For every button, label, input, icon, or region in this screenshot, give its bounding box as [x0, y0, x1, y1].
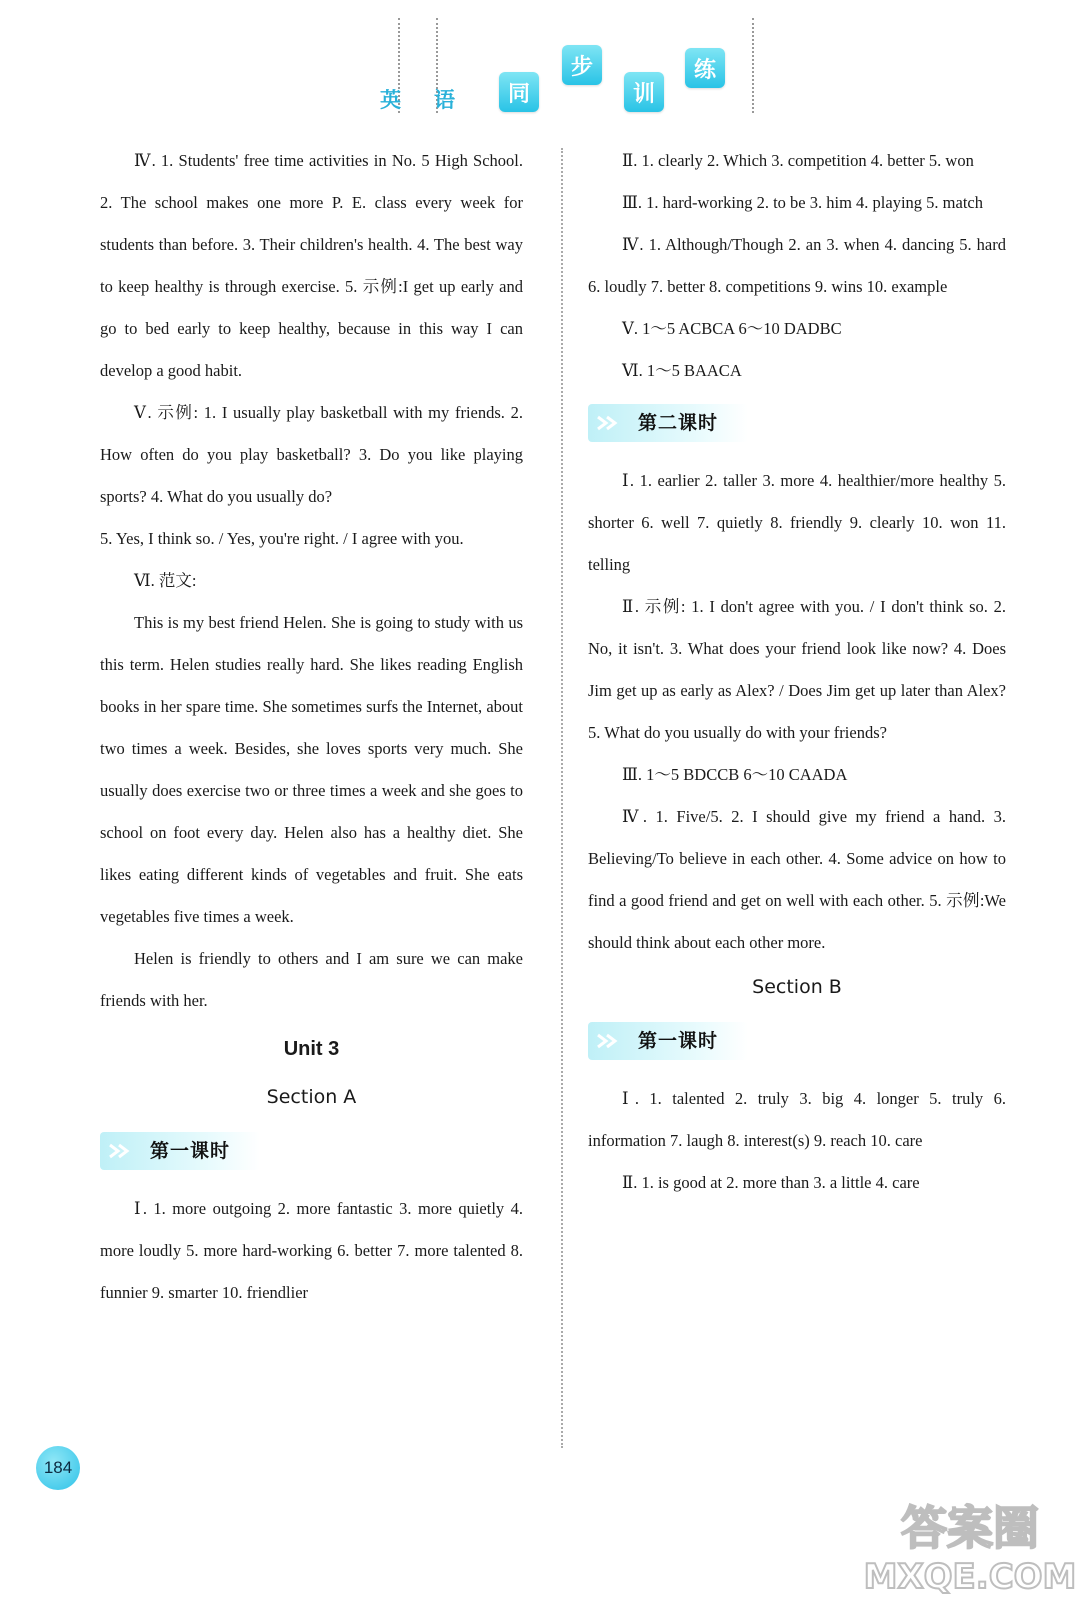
chevron-right-icon: [596, 413, 620, 433]
unit-title: Unit 3: [283, 1038, 340, 1060]
answer-paragraph: Ⅰ. 1. earlier 2. taller 3. more 4. healthier/more healthy 5. shorter 6. well 7. quietly 8. friendly 9. clearly 10. won 11. telling: [588, 471, 1006, 574]
header-dotted-line: [752, 18, 754, 113]
section-title: Section B: [752, 976, 842, 998]
page-number: 184: [36, 1446, 80, 1490]
watermark-logo: [864, 1488, 1076, 1596]
subject-char-2: 语: [434, 88, 456, 112]
answer-paragraph: 5. Yes, I think so. / Yes, you're right. / I agree with you.: [100, 529, 464, 548]
title-tile-1: 同: [499, 72, 539, 112]
left-column: [100, 140, 523, 1314]
answer-paragraph: Ⅴ. 示例: 1. I usually play basketball with my friends. 2. How often do you play basketball? 3. Do you like playing sports? 4. What do you usually do?: [100, 403, 523, 506]
answer-paragraph: Ⅵ. 1～5 BAACA: [622, 361, 742, 380]
answer-paragraph: Ⅲ. 1～5 BDCCB 6～10 CAADA: [622, 765, 848, 784]
lesson-banner: [588, 404, 748, 442]
chevron-right-icon: [596, 1031, 620, 1051]
lesson-title: 第二课时: [638, 412, 719, 434]
chevron-right-icon: [108, 1141, 132, 1161]
answer-paragraph: Ⅳ. 1. Students' free time activities in No. 5 High School. 2. The school makes one more P. E. class every week for students than before. 3. Their children's health. 4. The best way to keep healthy is through exercise. 5. 示例:I get up early and go to bed early to keep healthy, because in this way I can develop a good habit.: [100, 151, 523, 380]
answer-paragraph: Ⅱ. 1. clearly 2. Which 3. competition 4. better 5. won: [622, 151, 974, 170]
lesson-banner: [100, 1132, 260, 1170]
answer-paragraph: This is my best friend Helen. She is going to study with us this term. Helen studies really hard. She likes reading English books in her spare time. She sometimes surfs the Internet, about two times a week. Besides, she loves sports very much. She usually does exercise two or three times a week and she goes to school on foot every day. Helen also has a healthy diet. She likes eating different kinds of vegetables and fruit. She eats vegetables five times a week.: [100, 613, 523, 926]
answer-paragraph: Ⅳ. 1. Although/Though 2. an 3. when 4. dancing 5. hard 6. loudly 7. better 8. competitions 9. wins 10. example: [588, 235, 1006, 296]
lesson-banner: [588, 1022, 748, 1060]
watermark-line-1: 答案圈: [901, 1501, 1039, 1555]
lesson-title: 第一课时: [638, 1030, 719, 1052]
section-title: Section A: [266, 1086, 357, 1108]
answer-paragraph: Ⅳ. 1. Five/5. 2. I should give my friend a hand. 3. Believing/To believe in each other. 4. Some advice on how to find a good friend and get on well with each other. 5. 示例:We should think about each other more.: [588, 807, 1006, 952]
lesson-title: 第一课时: [150, 1140, 231, 1162]
answer-paragraph: Ⅰ. 1. more outgoing 2. more fantastic 3. more quietly 4. more loudly 5. more hard-working 6. better 7. more talented 8. funnier 9. smarter 10. friendlier: [100, 1199, 523, 1302]
answer-paragraph: Ⅴ. 1～5 ACBCA 6～10 DADBC: [622, 319, 842, 338]
title-tile-4: 练: [685, 48, 725, 88]
watermark-line-2: MXQE.COM: [864, 1557, 1076, 1596]
subject-char-1: 英: [380, 88, 402, 112]
answer-paragraph: Ⅵ. 范文:: [134, 571, 197, 590]
column-divider: [561, 148, 563, 1448]
title-tile-2: 步: [562, 45, 602, 85]
answer-paragraph: Ⅰ. 1. talented 2. truly 3. big 4. longer 5. truly 6. information 7. laugh 8. interest(s) 9. reach 10. care: [588, 1089, 1006, 1150]
answer-paragraph: Ⅱ. 1. is good at 2. more than 3. a little 4. care: [622, 1173, 920, 1192]
answer-paragraph: Ⅱ. 示例: 1. I don't agree with you. / I don't think so. 2. No, it isn't. 3. What does your friend look like now? 4. Does Jim get up as early as Alex? / Does Jim get up later than Alex? 5. What do you usually do with your friends?: [588, 597, 1006, 742]
title-tile-3: 训: [624, 72, 664, 112]
right-column: [588, 140, 1006, 1204]
answer-paragraph: Helen is friendly to others and I am sure we can make friends with her.: [100, 949, 523, 1010]
answer-paragraph: Ⅲ. 1. hard-working 2. to be 3. him 4. playing 5. match: [622, 193, 983, 212]
page-header: [0, 0, 1083, 130]
